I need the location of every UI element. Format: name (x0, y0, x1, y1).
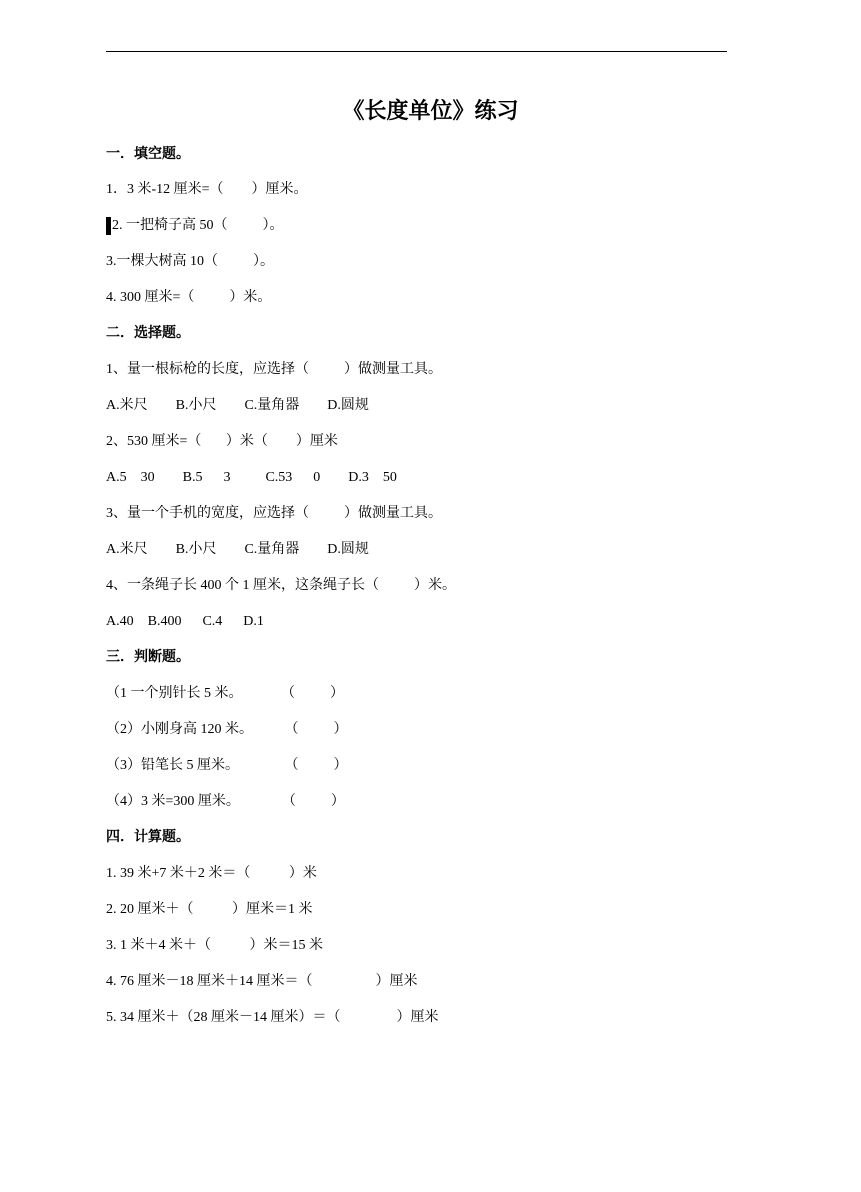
calculation-line: 2. 20 厘米＋（ ）厘米＝1 米 (106, 902, 313, 917)
text-cursor-marker (106, 217, 111, 235)
question-line: 3、量一个手机的宽度，应选择（ ）做测量工具。 (106, 506, 442, 521)
question-line: 1．3 米-12 厘米=（ ）厘米。 (106, 182, 308, 197)
calculation-line: 5. 34 厘米＋（28 厘米－14 厘米）＝（ ）厘米 (106, 1010, 439, 1025)
question-line: 2. 一把椅子高 50（ ）。 (112, 218, 284, 233)
judgement-line: （1 一个别针长 5 米。 （ ） (106, 686, 344, 701)
calculation-line: 1. 39 米+7 米＋2 米＝（ ）米 (106, 866, 317, 881)
judgement-line: （4）3 米=300 厘米。 （ ） (106, 794, 345, 809)
section-heading-calculation: 四．计算题。 (106, 830, 190, 845)
calculation-line: 3. 1 米＋4 米＋（ ）米＝15 米 (106, 938, 323, 953)
question-line: 1、量一根标枪的长度，应选择（ ）做测量工具。 (106, 362, 442, 377)
question-line: 2、530 厘米=（ ）米（ ）厘米 (106, 434, 338, 449)
section-heading-fill-blank: 一．填空题。 (106, 147, 190, 162)
question-line: 3.一棵大树高 10（ ）。 (106, 254, 274, 269)
header-rule (106, 51, 727, 52)
page-title: 《长度单位》练习 (342, 98, 519, 123)
answer-options: A.米尺 B.小尺 C.量角器 D.圆规 (106, 398, 369, 413)
answer-options: A.米尺 B.小尺 C.量角器 D.圆规 (106, 542, 369, 557)
calculation-line: 4. 76 厘米－18 厘米＋14 厘米＝（ ）厘米 (106, 974, 418, 989)
section-heading-multiple-choice: 二．选择题。 (106, 326, 190, 341)
answer-options: A.40 B.400 C.4 D.1 (106, 614, 264, 629)
judgement-line: （2）小刚身高 120 米。 （ ） (106, 722, 348, 737)
judgement-line: （3）铅笔长 5 厘米。 （ ） (106, 758, 348, 773)
section-heading-true-false: 三．判断题。 (106, 650, 190, 665)
question-line: 4. 300 厘米=（ ）米。 (106, 290, 272, 305)
question-line: 4、一条绳子长 400 个 1 厘米，这条绳子长（ ）米。 (106, 578, 456, 593)
answer-options: A.5 30 B.5 3 C.53 0 D.3 50 (106, 470, 397, 485)
